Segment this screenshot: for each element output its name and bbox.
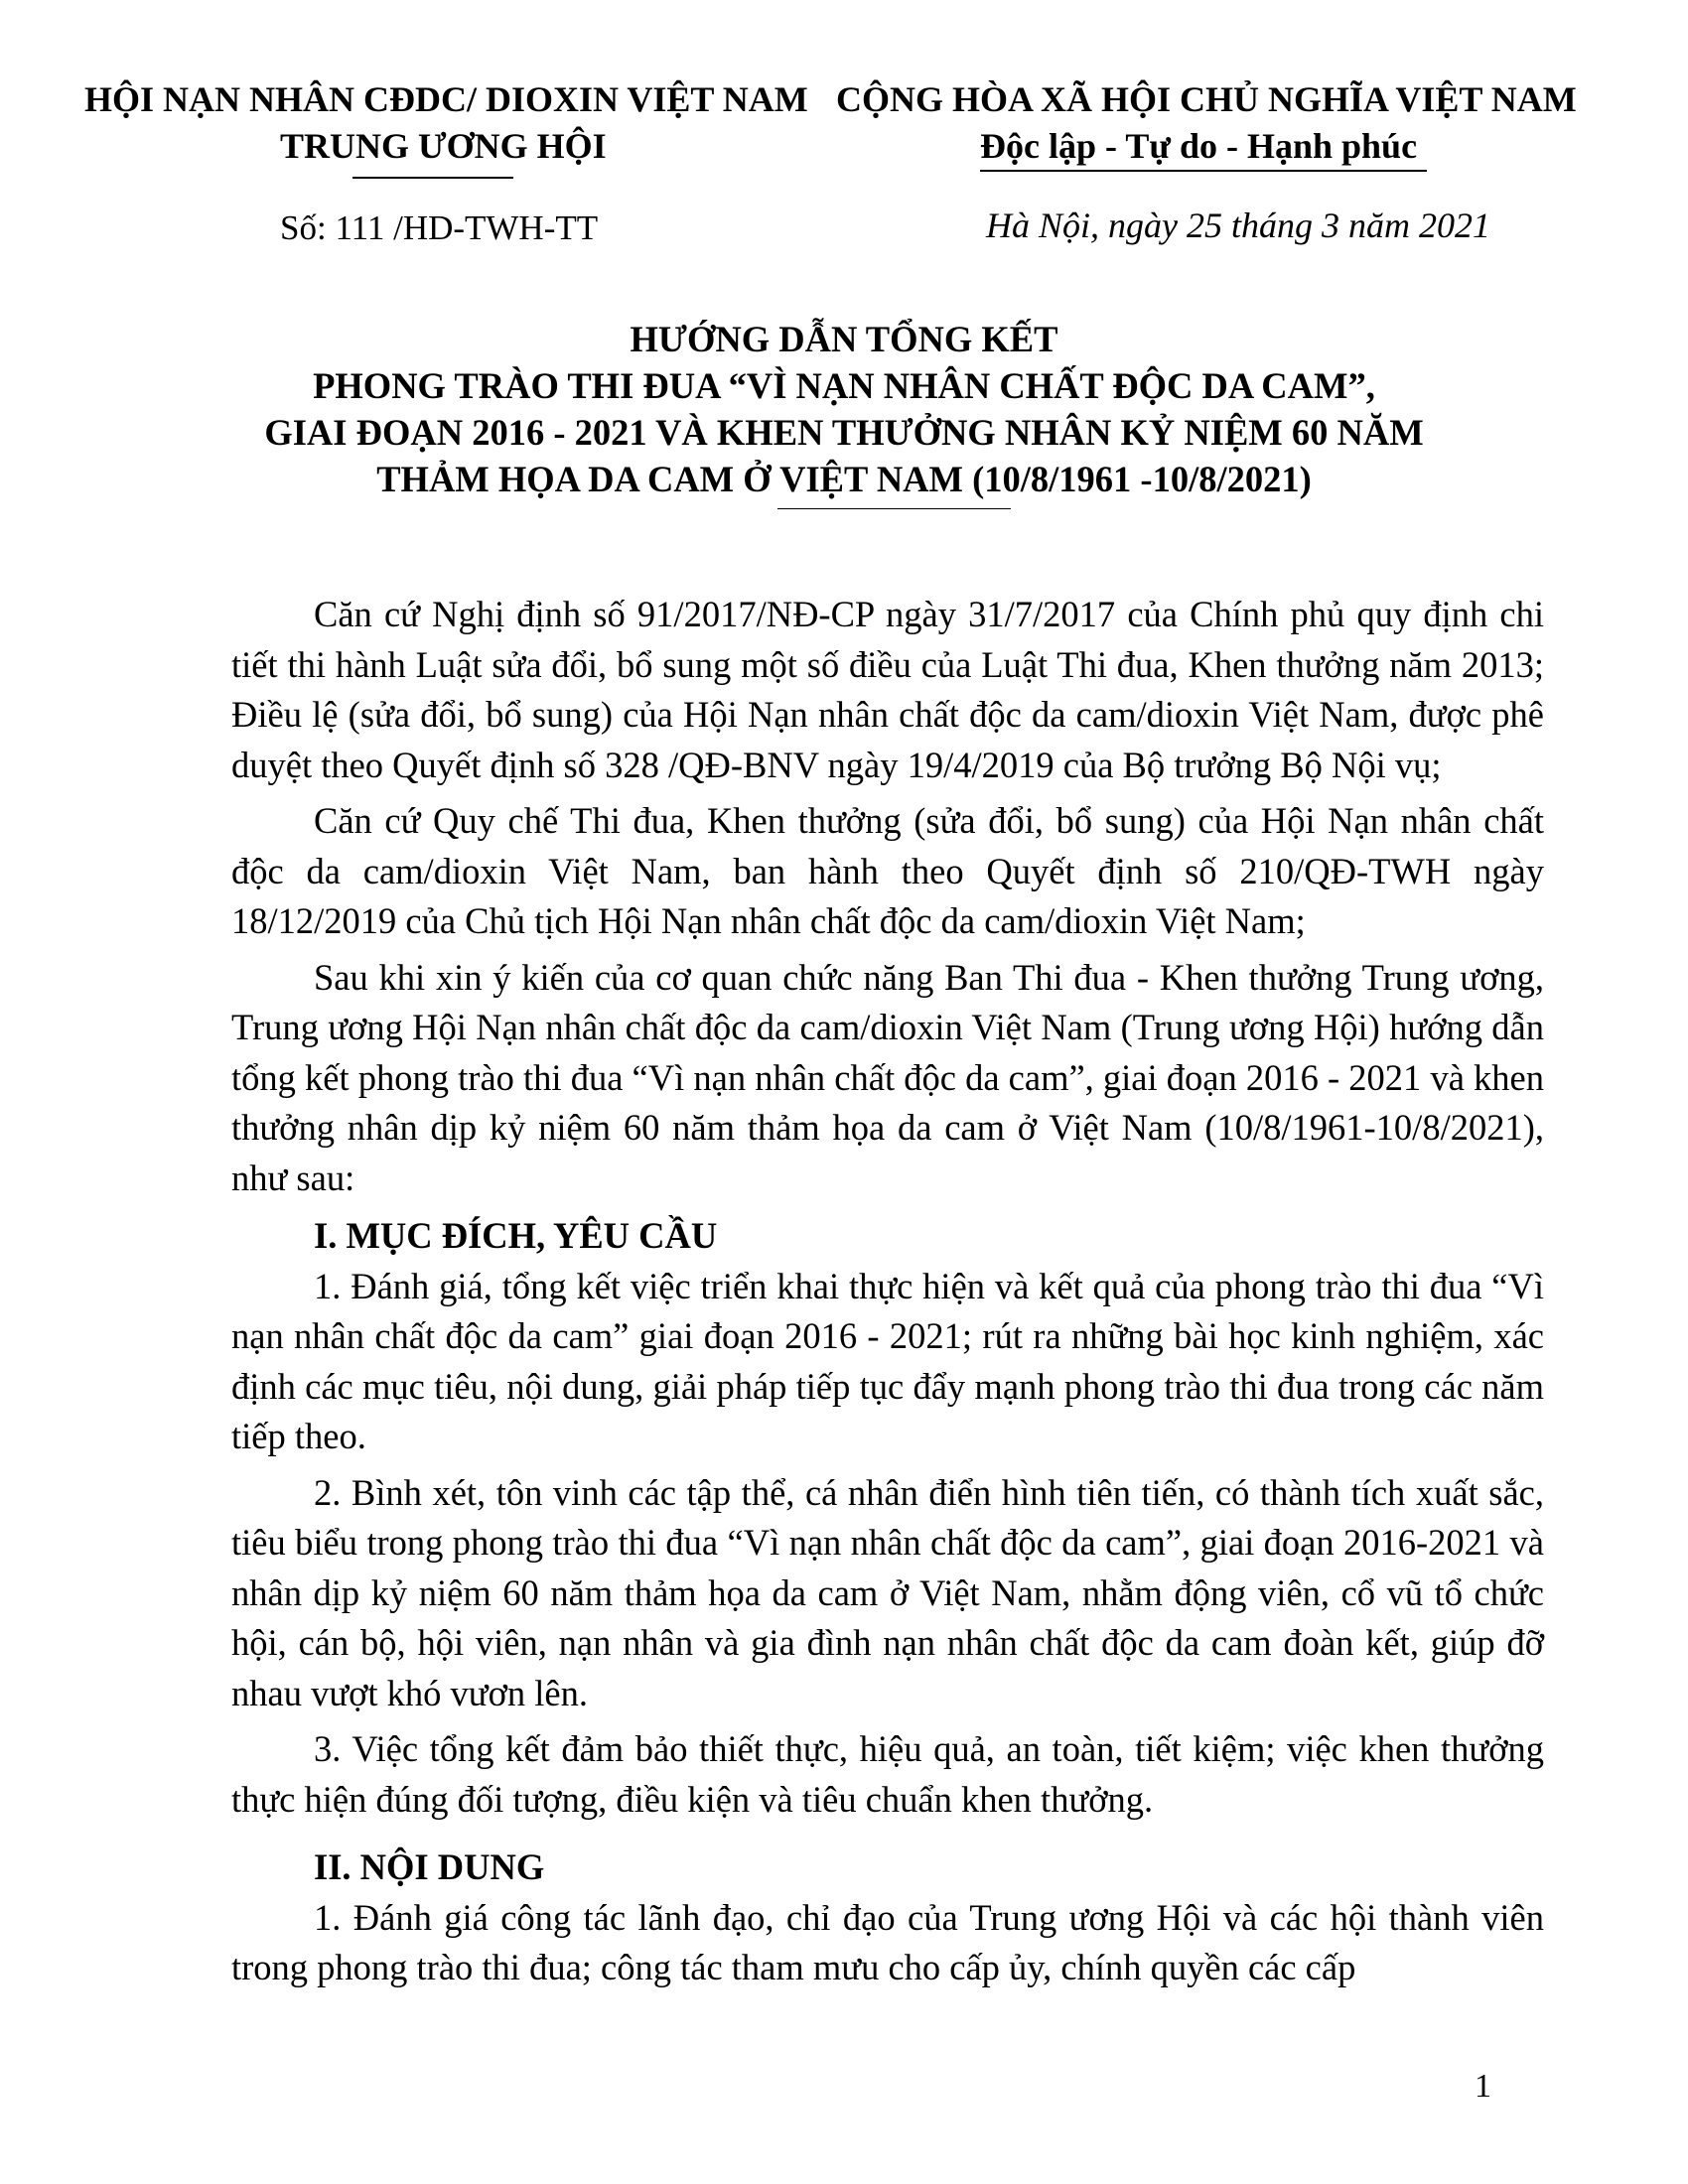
title-line-1: HƯỚNG DẪN TỔNG KẾT [630, 319, 1058, 359]
title-line-4: THẢM HỌA DA CAM Ở VIỆT NAM (10/8/1961 -10/8/2021) [376, 459, 1312, 499]
section-heading-content: II. NỘI DUNG [314, 1846, 545, 1887]
header-left-underline [352, 177, 513, 179]
legal-basis-paragraph-2: Căn cứ Quy chế Thi đua, Khen thưởng (sửa đổi, bổ sung) của Hội Nạn nhân chất độc da cam/dioxin Việt Nam, ban hành theo Quyết định số 210/QĐ-TWH ngày 18/12/2019 của Chủ tịch Hội Nạn nhân chất độc da cam/dioxin Việt Nam; [231, 800, 1544, 941]
title-underline [777, 508, 1011, 509]
national-motto: Độc lập - Tự do - Hạnh phúc [980, 126, 1418, 166]
purpose-item-2: 2. Bình xét, tôn vinh các tập thể, cá nhân điển hình tiên tiến, có thành tích xuất sắc, tiêu biểu trong phong trào thi đua “Vì nạn nhân chất độc da cam”, giai đoạn 2016-2021 và nhân dịp kỷ niệm 60 năm thảm họa da cam ở Việt Nam, nhằm động viên, cổ vũ tổ chức hội, cán bộ, hội viên, nạn nhân và gia đình nạn nhân chất độc da cam đoàn kết, giúp đỡ nhau vượt khó vươn lên. [231, 1471, 1544, 1713]
section-heading-purpose: I. MỤC ĐÍCH, YÊU CẦU [314, 1215, 718, 1256]
organization-subunit: TRUNG ƯƠNG HỘI [280, 126, 607, 166]
title-line-3: GIAI ĐOẠN 2016 - 2021 VÀ KHEN THƯỞNG NHÂN KỶ NIỆM 60 NĂM [264, 412, 1424, 453]
introduction-paragraph: Sau khi xin ý kiến của cơ quan chức năng Ban Thi đua - Khen thưởng Trung ương, Trung ương Hội Nạn nhân chất độc da cam/dioxin Việt Nam (Trung ương Hội) hướng dẫn tổng kết phong trào thi đua “Vì nạn nhân chất độc da cam”, giai đoạn 2016 - 2021 và khen thưởng nhân dịp kỷ niệm 60 năm thảm họa da cam ở Việt Nam (10/8/1961-10/8/2021), như sau: [231, 956, 1544, 1198]
motto-underline [980, 170, 1427, 172]
country-name: CỘNG HÒA XÃ HỘI CHỦ NGHĨA VIỆT NAM [836, 79, 1577, 119]
legal-basis-paragraph-1: Căn cứ Nghị định số 91/2017/NĐ-CP ngày 31/7/2017 của Chính phủ quy định chi tiết thi hành Luật sửa đổi, bổ sung một số điều của Luật Thi đua, Khen thưởng năm 2013; Điều lệ (sửa đổi, bổ sung) của Hội Nạn nhân chất độc da cam/dioxin Việt Nam, được phê duyệt theo Quyết định số 328 /QĐ-BNV ngày 19/4/2019 của Bộ trưởng Bộ Nội vụ; [231, 594, 1544, 785]
purpose-item-1: 1. Đánh giá, tổng kết việc triển khai thực hiện và kết quả của phong trào thi đua “Vì nạn nhân chất độc da cam” giai đoạn 2016 - 2021; rút ra những bài học kinh nghiệm, xác định các mục tiêu, nội dung, giải pháp tiếp tục đẩy mạnh phong trào thi đua trong các năm tiếp theo. [231, 1265, 1544, 1456]
document-number: Số: 111 /HD-TWH-TT [280, 208, 599, 247]
document-body [231, 590, 1544, 1993]
page-number: 1 [1475, 2068, 1491, 2105]
place-and-date: Hà Nội, ngày 25 tháng 3 năm 2021 [986, 205, 1490, 245]
purpose-item-3: 3. Việc tổng kết đảm bảo thiết thực, hiệu quả, an toàn, tiết kiệm; việc khen thưởng thực hiện đúng đối tượng, điều kiện và tiêu chuẩn khen thưởng. [231, 1728, 1544, 1820]
document-title [0, 316, 1688, 502]
content-item-1: 1. Đánh giá công tác lãnh đạo, chỉ đạo của Trung ương Hội và các hội thành viên trong phong trào thi đua; công tác tham mưu cho cấp ủy, chính quyền các cấp [231, 1896, 1544, 1987]
organization-name: HỘI NẠN NHÂN CĐDC/ DIOXIN VIỆT NAM [84, 79, 808, 119]
title-line-2: PHONG TRÀO THI ĐUA “VÌ NẠN NHÂN CHẤT ĐỘC DA CAM”, [313, 365, 1375, 406]
